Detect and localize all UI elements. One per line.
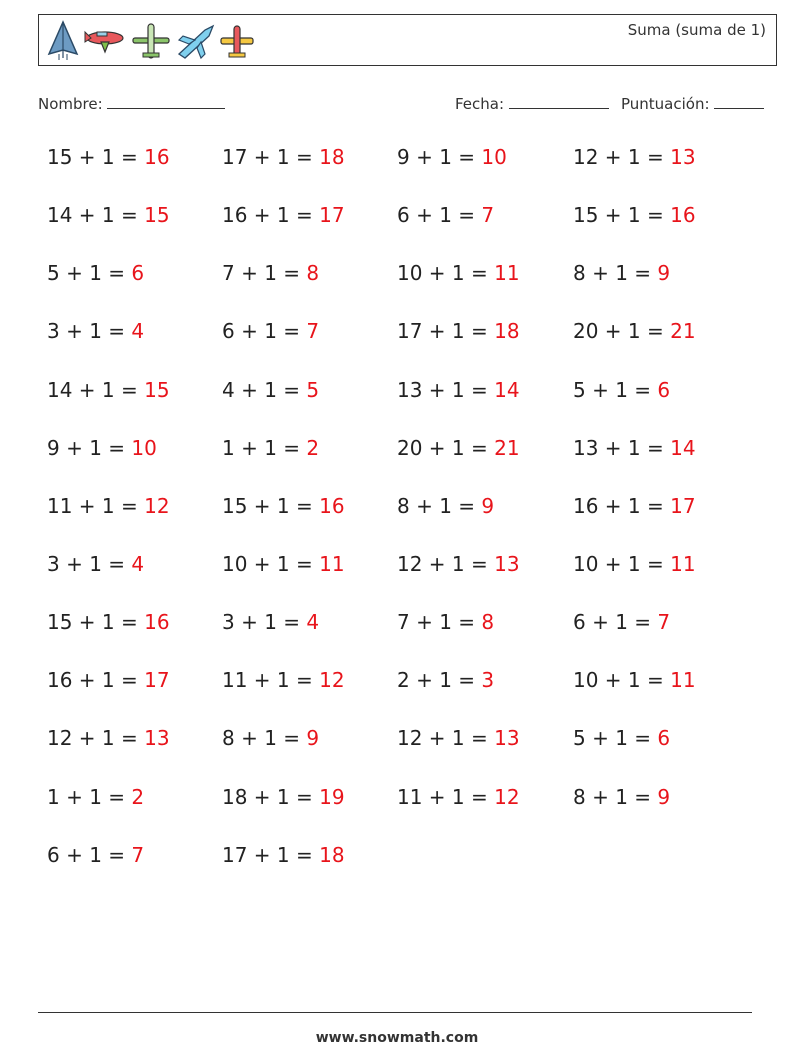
problem-answer: 2 [306,435,320,460]
problem-answer: 12 [319,668,345,693]
worksheet-title: Suma (suma de 1) [627,21,766,39]
problem-question: 15 + 1 = [573,203,671,228]
problem-answer: 11 [319,551,345,576]
problem-answer: 9 [657,261,671,286]
problem-item [222,319,319,343]
problem-question: 2 + 1 = [397,668,482,693]
problem-question: 7 + 1 = [397,610,482,635]
problem-answer: 13 [494,726,520,751]
problem-question: 3 + 1 = [222,610,307,635]
problem-answer: 10 [131,435,157,460]
problem-answer: 19 [319,784,345,809]
problem-question: 15 + 1 = [222,493,320,518]
problem-answer: 18 [494,319,520,344]
problem-item [397,668,494,692]
problem-answer: 5 [306,377,320,402]
problem-question: 12 + 1 = [397,551,495,576]
problem-item [573,494,696,518]
problem-question: 9 + 1 = [47,435,132,460]
problem-answer: 16 [144,145,170,169]
red-plane-icon [83,20,127,62]
name-label: Nombre: [38,95,103,113]
problem-item [573,610,670,634]
problem-item [222,785,345,809]
problem-answer: 13 [670,145,696,169]
problem-item [573,436,696,460]
problem-item [47,785,144,809]
problem-row [47,552,747,610]
problem-item [397,261,520,285]
problem-item [397,552,520,576]
problem-question: 7 + 1 = [222,261,307,286]
problem-item [47,494,170,518]
problem-question: 12 + 1 = [47,726,145,751]
problem-item [47,726,170,750]
problem-question: 17 + 1 = [222,145,320,169]
problem-answer: 11 [670,551,696,576]
problem-item [397,378,520,402]
problem-question: 8 + 1 = [222,726,307,751]
problem-item [573,319,696,343]
problem-answer: 6 [131,261,145,286]
problem-item [222,668,345,692]
problem-item [573,145,696,169]
problem-item [397,610,494,634]
problem-answer: 14 [670,435,696,460]
date-label: Fecha: [455,95,505,113]
problem-question: 11 + 1 = [222,668,320,693]
problem-question: 10 + 1 = [222,551,320,576]
problem-item [573,261,670,285]
problem-question: 10 + 1 = [397,261,495,286]
problem-question: 1 + 1 = [47,784,132,809]
problem-question: 4 + 1 = [222,377,307,402]
problem-item [573,668,696,692]
problem-question: 14 + 1 = [47,377,145,402]
problem-answer: 15 [144,203,170,228]
problem-question: 16 + 1 = [573,493,671,518]
problem-answer: 11 [670,668,696,693]
problem-answer: 3 [481,668,495,693]
problem-question: 8 + 1 = [397,493,482,518]
problem-question: 16 + 1 = [222,203,320,228]
problem-answer: 9 [306,726,320,751]
green-plane-icon [129,20,173,62]
problem-item [397,436,520,460]
problem-answer: 10 [481,145,507,169]
problem-question: 5 + 1 = [47,261,132,286]
problem-answer: 12 [494,784,520,809]
problem-answer: 21 [670,319,696,344]
problem-item [573,785,670,809]
problem-item [573,726,670,750]
problem-question: 20 + 1 = [397,435,495,460]
problem-answer: 7 [306,319,320,344]
problem-question: 8 + 1 = [573,784,658,809]
yellow-plane-icon [217,20,257,62]
problem-item [397,785,520,809]
problem-question: 18 + 1 = [222,784,320,809]
problem-row [47,785,747,843]
problem-question: 6 + 1 = [573,610,658,635]
problem-question: 10 + 1 = [573,668,671,693]
problem-answer: 6 [657,726,671,751]
problem-item [222,610,319,634]
problem-grid [47,145,747,901]
problem-item [397,145,507,169]
problem-row [47,145,747,203]
problem-item [47,378,170,402]
problem-row [47,319,747,377]
score-field [621,94,764,113]
problem-answer: 12 [144,493,170,518]
problem-answer: 2 [131,784,145,809]
problem-answer: 13 [144,726,170,751]
date-blank [509,94,609,109]
problem-item [47,436,157,460]
problem-question: 20 + 1 = [573,319,671,344]
problem-item [222,378,319,402]
problem-item [222,494,345,518]
problem-item [397,203,494,227]
problem-question: 10 + 1 = [573,551,671,576]
problem-answer: 7 [481,203,495,228]
problem-item [47,668,170,692]
problem-answer: 17 [144,668,170,693]
problem-answer: 16 [144,610,170,635]
problem-question: 6 + 1 = [397,203,482,228]
problem-answer: 18 [319,145,345,169]
problem-item [47,203,170,227]
problem-answer: 17 [319,203,345,228]
problem-question: 9 + 1 = [397,145,482,169]
problem-item [397,494,494,518]
problem-answer: 21 [494,435,520,460]
problem-answer: 11 [494,261,520,286]
problem-question: 6 + 1 = [47,842,132,867]
problem-question: 17 + 1 = [397,319,495,344]
problem-item [573,203,696,227]
problem-answer: 14 [494,377,520,402]
problem-answer: 15 [144,377,170,402]
problem-answer: 8 [481,610,495,635]
problem-item [222,203,345,227]
problem-answer: 7 [131,842,145,867]
worksheet-header [38,14,777,66]
problem-answer: 6 [657,377,671,402]
problem-row [47,843,747,901]
problem-row [47,494,747,552]
blue-jet-icon [175,20,215,62]
problem-item [397,726,520,750]
problem-answer: 16 [319,493,345,518]
problem-answer: 8 [306,261,320,286]
problem-question: 12 + 1 = [573,145,671,169]
problem-answer: 13 [494,551,520,576]
problem-item [222,552,345,576]
problem-item [47,261,144,285]
problem-answer: 7 [657,610,671,635]
problem-row [47,668,747,726]
date-field [455,94,609,113]
problem-question: 15 + 1 = [47,610,145,635]
problem-question: 6 + 1 = [222,319,307,344]
problem-question: 5 + 1 = [573,377,658,402]
problem-row [47,261,747,319]
problem-question: 5 + 1 = [573,726,658,751]
problem-question: 16 + 1 = [47,668,145,693]
problem-item [47,319,144,343]
problem-row [47,726,747,784]
problem-answer: 9 [481,493,495,518]
problem-item [222,145,345,169]
problem-item [222,261,319,285]
problem-question: 8 + 1 = [573,261,658,286]
problem-answer: 9 [657,784,671,809]
name-blank [107,94,225,109]
problem-item [47,610,170,634]
problem-question: 13 + 1 = [397,377,495,402]
problem-answer: 18 [319,842,345,867]
problem-question: 13 + 1 = [573,435,671,460]
problem-answer: 16 [670,203,696,228]
problem-item [47,552,144,576]
problem-item [47,843,144,867]
problem-question: 11 + 1 = [47,493,145,518]
problem-row [47,436,747,494]
problem-row [47,610,747,668]
problem-item [222,843,345,867]
header-icons [45,20,257,62]
problem-row [47,378,747,436]
problem-answer: 4 [306,610,320,635]
problem-item [397,319,520,343]
problem-question: 3 + 1 = [47,551,132,576]
rocket-icon [45,20,81,62]
problem-item [222,726,319,750]
problem-question: 3 + 1 = [47,319,132,344]
problem-answer: 4 [131,551,145,576]
score-blank [714,94,764,109]
problem-question: 12 + 1 = [397,726,495,751]
footer-divider [38,1012,752,1013]
problem-question: 14 + 1 = [47,203,145,228]
problem-item [47,145,170,169]
problem-answer: 17 [670,493,696,518]
footer-url: www.snowmath.com [315,1030,479,1046]
problem-item [222,436,319,460]
problem-question: 11 + 1 = [397,784,495,809]
problem-item [573,378,670,402]
problem-item [573,552,696,576]
problem-question: 15 + 1 = [47,145,145,169]
problem-question: 1 + 1 = [222,435,307,460]
problem-question: 17 + 1 = [222,842,320,867]
name-field [38,94,225,113]
score-label: Puntuación: [621,95,710,113]
problem-row [47,203,747,261]
problem-answer: 4 [131,319,145,344]
